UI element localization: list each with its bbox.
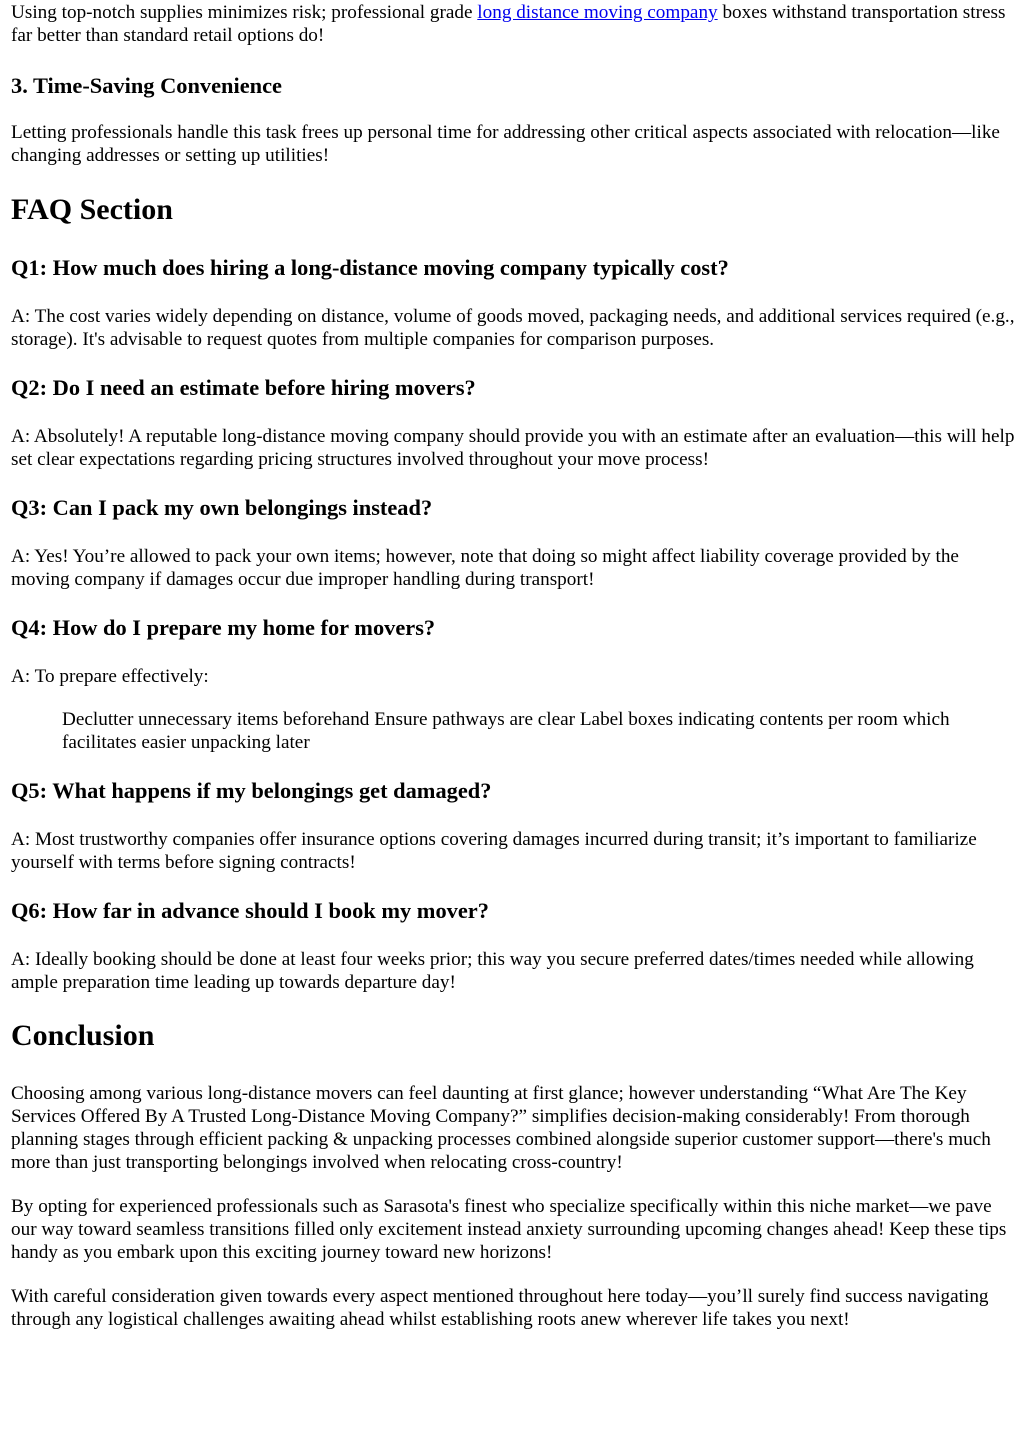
conclusion-paragraph-2: By opting for experienced professionals such as Sarasota's finest who specialize specifically within this niche market—we pave our way toward seamless transitions filled only excitement instead anxiety surrounding upcoming changes ahead! Keep these tips handy as you embark upon this exciting journey toward new horizons! xyxy=(11,1196,1007,1263)
conclusion-paragraph-3: With careful consideration given towards every aspect mentioned throughout here today—you’ll surely find success navigating through any logistical challenges awaiting ahead whilst establishing roots anew wherever life takes you next! xyxy=(11,1286,989,1330)
faq-question-1: Q1: How much does hiring a long-distance moving company typically cost? xyxy=(11,255,729,280)
conclusion-paragraph-1: Choosing among various long-distance movers can feel daunting at first glance; however understanding “What Are The Key Services Offered By A Trusted Long-Distance Moving Company?” simplifies decision-making considerably! From thorough planning stages through efficient packing & unpacking processes combined alongside superior customer support—there's much more than just transporting belongings involved when relocating cross-country! xyxy=(11,1083,991,1173)
faq-answer-5: A: Most trustworthy companies offer insurance options covering damages incurred during transit; it’s important to familiarize yourself with terms before signing contracts! xyxy=(11,829,977,873)
faq-answer-3: A: Yes! You’re allowed to pack your own items; however, note that doing so might affect liability coverage provided by the moving company if damages occur due improper handling during transport! xyxy=(11,546,959,590)
faq-question-5: Q5: What happens if my belongings get damaged? xyxy=(11,778,492,803)
intro-paragraph xyxy=(11,1,1015,47)
intro-text-after-link: boxes withstand transportation stress far better than standard retail options do! xyxy=(11,2,1006,46)
faq-question-2: Q2: Do I need an estimate before hiring movers? xyxy=(11,375,476,400)
time-saving-paragraph: Letting professionals handle this task frees up personal time for addressing other critical aspects associated with relocation—like changing addresses or setting up utilities! xyxy=(11,122,1000,166)
faq-heading: FAQ Section xyxy=(11,193,173,226)
preparation-steps-list: Declutter unnecessary items beforehand Ensure pathways are clear Label boxes indicating contents per room which facilitates easier unpacking later xyxy=(62,709,950,753)
faq-question-3: Q3: Can I pack my own belongings instead? xyxy=(11,495,433,520)
article-body xyxy=(11,0,1015,1331)
faq-question-6: Q6: How far in advance should I book my mover? xyxy=(11,898,489,923)
faq-answer-6: A: Ideally booking should be done at least four weeks prior; this way you secure preferred dates/times needed while allowing ample preparation time leading up towards departure day! xyxy=(11,949,974,993)
faq-question-4: Q4: How do I prepare my home for movers? xyxy=(11,615,436,640)
time-saving-heading: 3. Time-Saving Convenience xyxy=(11,73,282,98)
moving-company-link[interactable]: long distance moving company xyxy=(477,2,718,23)
faq-answer-4: A: To prepare effectively: xyxy=(11,666,209,687)
faq-answer-1: A: The cost varies widely depending on distance, volume of goods moved, packaging needs, and additional services required (e.g., storage). It's advisable to request quotes from multiple companies for comparison purposes. xyxy=(11,306,1015,350)
conclusion-heading: Conclusion xyxy=(11,1019,155,1052)
intro-text-before-link: Using top-notch supplies minimizes risk; professional grade xyxy=(11,2,478,23)
faq-answer-2: A: Absolutely! A reputable long-distance moving company should provide you with an estimate after an evaluation—this will help set clear expectations regarding pricing structures involved throughout your move process! xyxy=(11,426,1015,470)
